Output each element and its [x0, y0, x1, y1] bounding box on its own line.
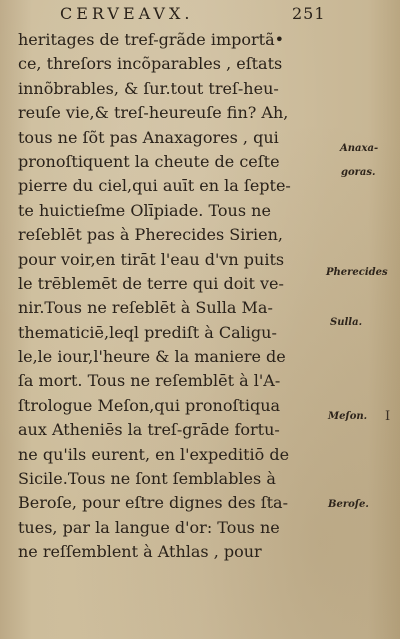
text-line: pronoſtiquent la cheute de ceſte [18, 151, 280, 171]
text-line: te huictieſme Olīpiade. Tous ne [18, 200, 271, 220]
margin-note-berose: Beroſe. [328, 499, 369, 510]
running-head [60, 4, 380, 26]
text-line: Beroſe, pour eſtre dignes des ſta- [18, 493, 288, 513]
margin-note-meson: Meſon. [328, 411, 368, 422]
text-line: reſeblēt pas à Pherecides Sirien, [18, 225, 283, 245]
stray-mark: I [385, 409, 391, 424]
text-line: ſtrologue Meſon,qui pronoſtiqua [18, 395, 281, 415]
margin-note-anaxagoras: Anaxa- [340, 143, 379, 154]
text-line: reuſe vie,& treſ-heureuſe fin? Ah, [18, 103, 289, 123]
running-head-title: CERVEAVX. [60, 4, 194, 23]
text-line: ce, threſors incõparables , eſtats [18, 54, 283, 74]
text-line: pour voir,en tirāt l'eau d'vn puits [18, 249, 285, 269]
margin-note-pherecides: Pherecides [326, 267, 388, 278]
text-line: innõbrables, & ſur.tout treſ-heu- [18, 78, 279, 98]
text-line: aux Atheniēs la treſ-grāde fortu- [18, 420, 280, 440]
text-line: heritages de tref-grãde importã• [18, 30, 285, 49]
text-line: tues, par la langue d'or: Tous ne [18, 517, 280, 537]
text-line: pierre du ciel,qui auīt en la ſepte- [18, 176, 291, 196]
margin-note-sulla: Sulla. [330, 317, 363, 328]
text-line: ne qu'ils eurent, en l'expeditiō de [18, 444, 290, 464]
text-line: thematiciē,leql prediſt à Caligu- [18, 322, 277, 342]
text-line: Sicile.Tous ne ſont ſemblables à [18, 469, 276, 489]
text-line: ne reſſemblent à Athlas , pour [18, 542, 262, 562]
body-text [18, 28, 338, 565]
text-line: tous ne ſõt pas Anaxagores , qui [18, 127, 279, 147]
page-number: 251 [292, 4, 326, 23]
text-line: le,le iour,l'heure & la maniere de [18, 347, 286, 367]
text-line: nir.Tous ne reſeblēt à Sulla Ma- [18, 298, 273, 318]
text-line: le trēblemēt de terre qui doit ve- [18, 273, 284, 293]
margin-note-anaxagoras-cont: goras. [341, 167, 376, 178]
text-line: ſa mort. Tous ne reſemblēt à l'A- [18, 371, 281, 391]
